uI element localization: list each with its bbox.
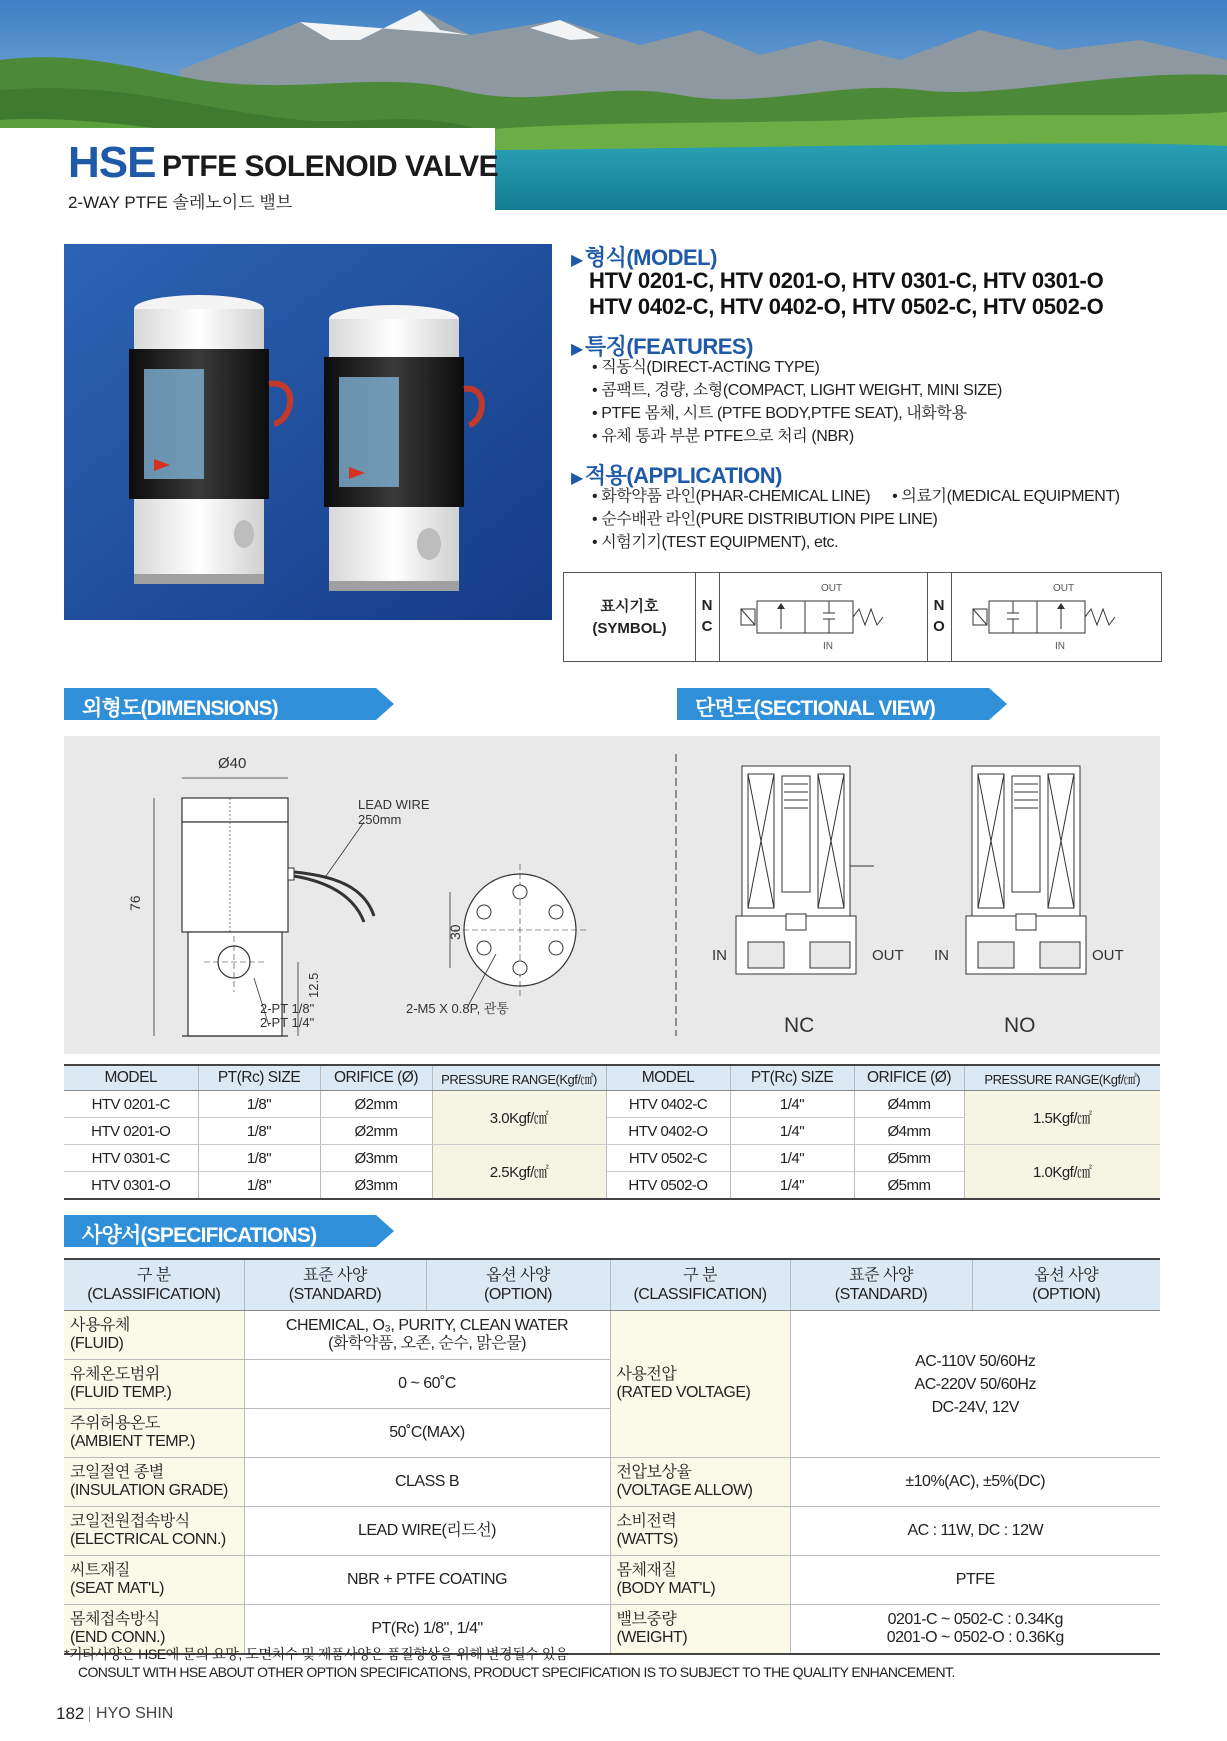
triangle-icon: ▶ bbox=[571, 470, 583, 487]
class-ko: 코일전원접속방식 bbox=[70, 1513, 190, 1530]
no-letter-n: N bbox=[933, 597, 945, 614]
no-in-label: IN bbox=[1055, 641, 1065, 652]
class-ko: 사용유체 bbox=[70, 1317, 130, 1334]
class-en: (INSULATION GRADE) bbox=[70, 1482, 228, 1499]
pressure-cell: 3.0Kgf/㎠ bbox=[432, 1091, 606, 1145]
dim-diameter: Ø40 bbox=[218, 755, 247, 772]
no-letter-o: O bbox=[933, 618, 945, 635]
table-cell: HTV 0301-O bbox=[64, 1172, 198, 1200]
header-ko: 옵션 사양 bbox=[486, 1267, 550, 1284]
table-cell: Ø5mm bbox=[854, 1172, 964, 1200]
class-cell bbox=[64, 1409, 244, 1458]
header-en: (OPTION) bbox=[1032, 1286, 1101, 1303]
class-ko: 씨트재질 bbox=[70, 1562, 130, 1579]
features-list bbox=[592, 356, 1002, 448]
table-row bbox=[64, 1311, 1160, 1360]
nc-symbol-cell bbox=[719, 573, 928, 661]
list-item: • 유체 통과 부분 PTFE으로 처리 (NBR) bbox=[592, 425, 1002, 448]
technical-drawing bbox=[64, 736, 1160, 1054]
col-orifice: ORIFICE (Ø) bbox=[320, 1066, 432, 1091]
col-option bbox=[426, 1260, 610, 1311]
col-size: PT(Rc) SIZE bbox=[730, 1066, 854, 1091]
value-cell: ±10%(AC), ±5%(DC) bbox=[790, 1458, 1160, 1507]
value-cell: 50˚C(MAX) bbox=[244, 1409, 610, 1458]
brand-title: HSE bbox=[68, 138, 156, 187]
value-line: 0201-C ~ 0502-C : 0.34Kg bbox=[887, 1611, 1063, 1628]
class-en: (BODY MAT'L) bbox=[616, 1580, 716, 1597]
nc-out-port: OUT bbox=[872, 947, 904, 964]
header-en: (STANDARD) bbox=[834, 1286, 928, 1303]
dim-port-height: 12.5 bbox=[306, 972, 321, 998]
no-valve-symbol-icon bbox=[951, 573, 1161, 661]
value-cell bbox=[790, 1311, 1160, 1458]
value-line: AC-220V 50/60Hz bbox=[914, 1375, 1036, 1393]
no-symbol-cell bbox=[951, 573, 1161, 661]
header-ko: 옵션 사양 bbox=[1034, 1267, 1099, 1284]
nc-letter-n: N bbox=[701, 597, 713, 614]
application-list bbox=[592, 485, 1120, 554]
table-cell: HTV 0201-O bbox=[64, 1118, 198, 1145]
port-size-1: 2-PT 1/8" bbox=[260, 1001, 315, 1016]
application-item: • 의료기(MEDICAL EQUIPMENT) bbox=[892, 488, 1120, 505]
table-cell: 1/8" bbox=[198, 1172, 320, 1200]
col-size: PT(Rc) SIZE bbox=[198, 1066, 320, 1091]
table-cell: 1/8" bbox=[198, 1118, 320, 1145]
table-header-row bbox=[64, 1260, 1160, 1311]
col-standard bbox=[790, 1260, 972, 1311]
value-cell: NBR + PTFE COATING bbox=[244, 1556, 610, 1605]
list-item: • 직동식(DIRECT-ACTING TYPE) bbox=[592, 356, 1002, 379]
class-ko: 몸체접속방식 bbox=[70, 1611, 160, 1628]
dimensions-ribbon bbox=[64, 688, 394, 720]
company-name: HYO SHIN bbox=[96, 1705, 174, 1722]
col-orifice: ORIFICE (Ø) bbox=[854, 1066, 964, 1091]
nc-letter-c: C bbox=[701, 618, 713, 635]
sectional-title: 단면도(SECTIONAL VIEW) bbox=[695, 697, 936, 720]
table-cell: Ø3mm bbox=[320, 1172, 432, 1200]
list-item: • 순수배관 라인(PURE DISTRIBUTION PIPE LINE) bbox=[592, 508, 1120, 531]
col-classification bbox=[610, 1260, 790, 1311]
table-cell: Ø2mm bbox=[320, 1118, 432, 1145]
note-english: CONSULT WITH HSE ABOUT OTHER OPTION SPECIFICATIONS, PRODUCT SPECIFICATION IS TO SUBJECT TO THE QUALITY ENHANCEMENT. bbox=[78, 1664, 955, 1680]
nc-valve-symbol-icon bbox=[719, 573, 927, 661]
list-item: • 시험기기(TEST EQUIPMENT), etc. bbox=[592, 531, 1120, 554]
class-ko: 밸브중량 bbox=[616, 1611, 677, 1628]
value-line: 0201-O ~ 0502-O : 0.36Kg bbox=[886, 1629, 1064, 1646]
class-ko: 주위허용온도 bbox=[70, 1415, 160, 1432]
header-en: (CLASSIFICATION) bbox=[633, 1286, 767, 1303]
header-ko: 구 분 bbox=[136, 1267, 171, 1284]
symbol-label-en: (SYMBOL) bbox=[592, 620, 667, 637]
no-out-port: OUT bbox=[1092, 947, 1124, 964]
product-photo bbox=[64, 244, 552, 620]
header-en: (CLASSIFICATION) bbox=[87, 1286, 221, 1303]
table-cell: HTV 0201-C bbox=[64, 1091, 198, 1118]
table-row bbox=[64, 1091, 1160, 1118]
class-ko: 소비전력 bbox=[616, 1513, 677, 1530]
class-cell bbox=[610, 1556, 790, 1605]
features-heading-text: 특징(FEATURES) bbox=[584, 334, 753, 359]
class-en: (VOLTAGE ALLOW) bbox=[616, 1482, 753, 1499]
header-ko: 구 분 bbox=[683, 1267, 717, 1284]
class-ko: 코일절연 종별 bbox=[70, 1464, 164, 1481]
specifications-ribbon bbox=[64, 1215, 394, 1247]
nc-in-port: IN bbox=[712, 947, 727, 964]
triangle-icon: ▶ bbox=[571, 252, 583, 269]
table-row bbox=[64, 1458, 1160, 1507]
col-option bbox=[972, 1260, 1160, 1311]
dimensions-title: 외형도(DIMENSIONS) bbox=[82, 697, 278, 720]
class-ko: 사용전압 bbox=[616, 1366, 677, 1383]
application-heading-text: 적용(APPLICATION) bbox=[584, 463, 782, 488]
value-cell bbox=[244, 1311, 610, 1360]
symbol-label-cell bbox=[564, 573, 696, 661]
pressure-cell: 1.0Kgf/㎠ bbox=[964, 1145, 1160, 1200]
col-pressure: PRESSURE RANGE(Kgf/㎠) bbox=[432, 1066, 606, 1091]
value-cell: PTFE bbox=[790, 1556, 1160, 1605]
application-item: 화학약품 라인(PHAR-CHEMICAL LINE) bbox=[601, 488, 871, 505]
col-pressure: PRESSURE RANGE(Kgf/㎠) bbox=[964, 1066, 1160, 1091]
class-en: (ELECTRICAL CONN.) bbox=[70, 1531, 226, 1548]
class-en: (FLUID) bbox=[70, 1335, 124, 1352]
class-en: (FLUID TEMP.) bbox=[70, 1384, 172, 1401]
class-en: (RATED VOLTAGE) bbox=[616, 1384, 751, 1401]
no-out-label: OUT bbox=[1053, 583, 1075, 594]
class-cell bbox=[610, 1507, 790, 1556]
symbol-box bbox=[563, 572, 1162, 662]
col-standard bbox=[244, 1260, 426, 1311]
pressure-cell: 2.5Kgf/㎠ bbox=[432, 1145, 606, 1200]
table-cell: 1/4" bbox=[730, 1145, 854, 1172]
spec-table bbox=[64, 1260, 1160, 1655]
class-ko: 유체온도범위 bbox=[70, 1366, 160, 1383]
class-cell bbox=[64, 1556, 244, 1605]
col-model: MODEL bbox=[606, 1066, 730, 1091]
lead-wire-length: 250mm bbox=[358, 812, 402, 827]
class-en: (AMBIENT TEMP.) bbox=[70, 1433, 195, 1450]
table-cell: HTV 0502-C bbox=[606, 1145, 730, 1172]
value-cell: AC : 11W, DC : 12W bbox=[790, 1507, 1160, 1556]
table-cell: Ø2mm bbox=[320, 1091, 432, 1118]
nc-in-label: IN bbox=[823, 641, 833, 652]
header-en: (OPTION) bbox=[484, 1286, 552, 1303]
table-cell: 1/4" bbox=[730, 1172, 854, 1200]
table-cell: Ø4mm bbox=[854, 1118, 964, 1145]
class-cell bbox=[64, 1311, 244, 1360]
table-row bbox=[64, 1145, 1160, 1172]
dim-height: 76 bbox=[127, 895, 143, 911]
model-line-1: HTV 0201-C, HTV 0201-O, HTV 0301-C, HTV 0301-O bbox=[589, 268, 1104, 293]
header-ko: 표준 사양 bbox=[849, 1267, 913, 1284]
table-header-row bbox=[64, 1066, 1160, 1091]
class-cell bbox=[64, 1507, 244, 1556]
nc-out-label: OUT bbox=[821, 583, 843, 594]
value-cell: PT(Rc) 1/8", 1/4" bbox=[244, 1605, 610, 1655]
table-cell: 1/4" bbox=[730, 1091, 854, 1118]
nc-label-cell bbox=[695, 573, 720, 661]
class-en: (END CONN.) bbox=[70, 1629, 165, 1646]
value-cell bbox=[790, 1605, 1160, 1655]
class-cell bbox=[64, 1360, 244, 1409]
model-heading-text: 형식(MODEL) bbox=[584, 245, 717, 270]
value-cell: LEAD WIRE(리드선) bbox=[244, 1507, 610, 1556]
specifications-title: 사양서(SPECIFICATIONS) bbox=[82, 1224, 317, 1247]
value-line: (화학약품, 오존, 순수, 맑은물) bbox=[328, 1335, 526, 1352]
screw-label: 2-M5 X 0.8P, 관통 bbox=[406, 1001, 509, 1016]
footer-divider bbox=[89, 1706, 90, 1722]
class-cell bbox=[64, 1458, 244, 1507]
table-cell: 1/4" bbox=[730, 1118, 854, 1145]
page-number: 182 bbox=[56, 1704, 85, 1723]
models-table bbox=[64, 1066, 1160, 1200]
page-subtitle: 2-WAY PTFE 솔레노이드 밸브 bbox=[68, 193, 293, 212]
class-cell bbox=[610, 1311, 790, 1458]
port-size-2: 2-PT 1/4" bbox=[260, 1015, 315, 1030]
value-cell: CLASS B bbox=[244, 1458, 610, 1507]
nc-caption: NC bbox=[784, 1014, 815, 1037]
value-cell: 0 ~ 60˚C bbox=[244, 1360, 610, 1409]
col-classification bbox=[64, 1260, 244, 1311]
model-line-2: HTV 0402-C, HTV 0402-O, HTV 0502-C, HTV 0502-O bbox=[589, 294, 1104, 319]
list-item: • PTFE 몸체, 시트 (PTFE BODY,PTFE SEAT), 내화학용 bbox=[592, 402, 1002, 425]
table-cell: HTV 0301-C bbox=[64, 1145, 198, 1172]
class-en: (SEAT MAT'L) bbox=[70, 1580, 164, 1597]
symbol-label-ko: 표시기호 bbox=[600, 598, 659, 615]
table-cell: HTV 0402-O bbox=[606, 1118, 730, 1145]
col-model: MODEL bbox=[64, 1066, 198, 1091]
class-ko: 몸체재질 bbox=[616, 1562, 677, 1579]
list-item bbox=[592, 485, 1120, 508]
page-title: PTFE SOLENOID VALVE bbox=[162, 150, 499, 183]
dim-pitch: 30 bbox=[447, 924, 463, 940]
table-row bbox=[64, 1556, 1160, 1605]
class-cell bbox=[610, 1605, 790, 1655]
class-cell bbox=[610, 1458, 790, 1507]
no-label-cell bbox=[927, 573, 952, 661]
table-cell: HTV 0402-C bbox=[606, 1091, 730, 1118]
value-line: CHEMICAL, O₃, PURITY, CLEAN WATER bbox=[285, 1317, 569, 1334]
no-in-port: IN bbox=[934, 947, 949, 964]
sectional-ribbon bbox=[677, 688, 1007, 720]
application-item-text: 의료기(MEDICAL EQUIPMENT) bbox=[901, 488, 1120, 505]
table-cell: 1/8" bbox=[198, 1091, 320, 1118]
class-en: (WEIGHT) bbox=[616, 1629, 688, 1646]
table-cell: 1/8" bbox=[198, 1145, 320, 1172]
class-ko: 전압보상율 bbox=[616, 1464, 692, 1481]
note-korean: *기타사양은 HSE에 문의 요망, 도면치수 및 제품사양은 품질향상을 위해 변경될수 있음 bbox=[64, 1646, 569, 1662]
value-line: DC-24V, 12V bbox=[931, 1398, 1019, 1416]
table-cell: HTV 0502-O bbox=[606, 1172, 730, 1200]
table-cell: Ø3mm bbox=[320, 1145, 432, 1172]
triangle-icon: ▶ bbox=[571, 341, 583, 358]
pressure-cell: 1.5Kgf/㎠ bbox=[964, 1091, 1160, 1145]
lead-wire-label: LEAD WIRE bbox=[358, 797, 430, 812]
table-cell: Ø4mm bbox=[854, 1091, 964, 1118]
class-en: (WATTS) bbox=[616, 1531, 678, 1548]
table-row bbox=[64, 1507, 1160, 1556]
header-en: (STANDARD) bbox=[288, 1286, 382, 1303]
no-caption: NO bbox=[1004, 1014, 1036, 1037]
header-ko: 표준 사양 bbox=[303, 1267, 367, 1284]
table-cell: Ø5mm bbox=[854, 1145, 964, 1172]
list-item: • 콤팩트, 경량, 소형(COMPACT, LIGHT WEIGHT, MINI SIZE) bbox=[592, 379, 1002, 402]
value-line: AC-110V 50/60Hz bbox=[915, 1352, 1036, 1370]
